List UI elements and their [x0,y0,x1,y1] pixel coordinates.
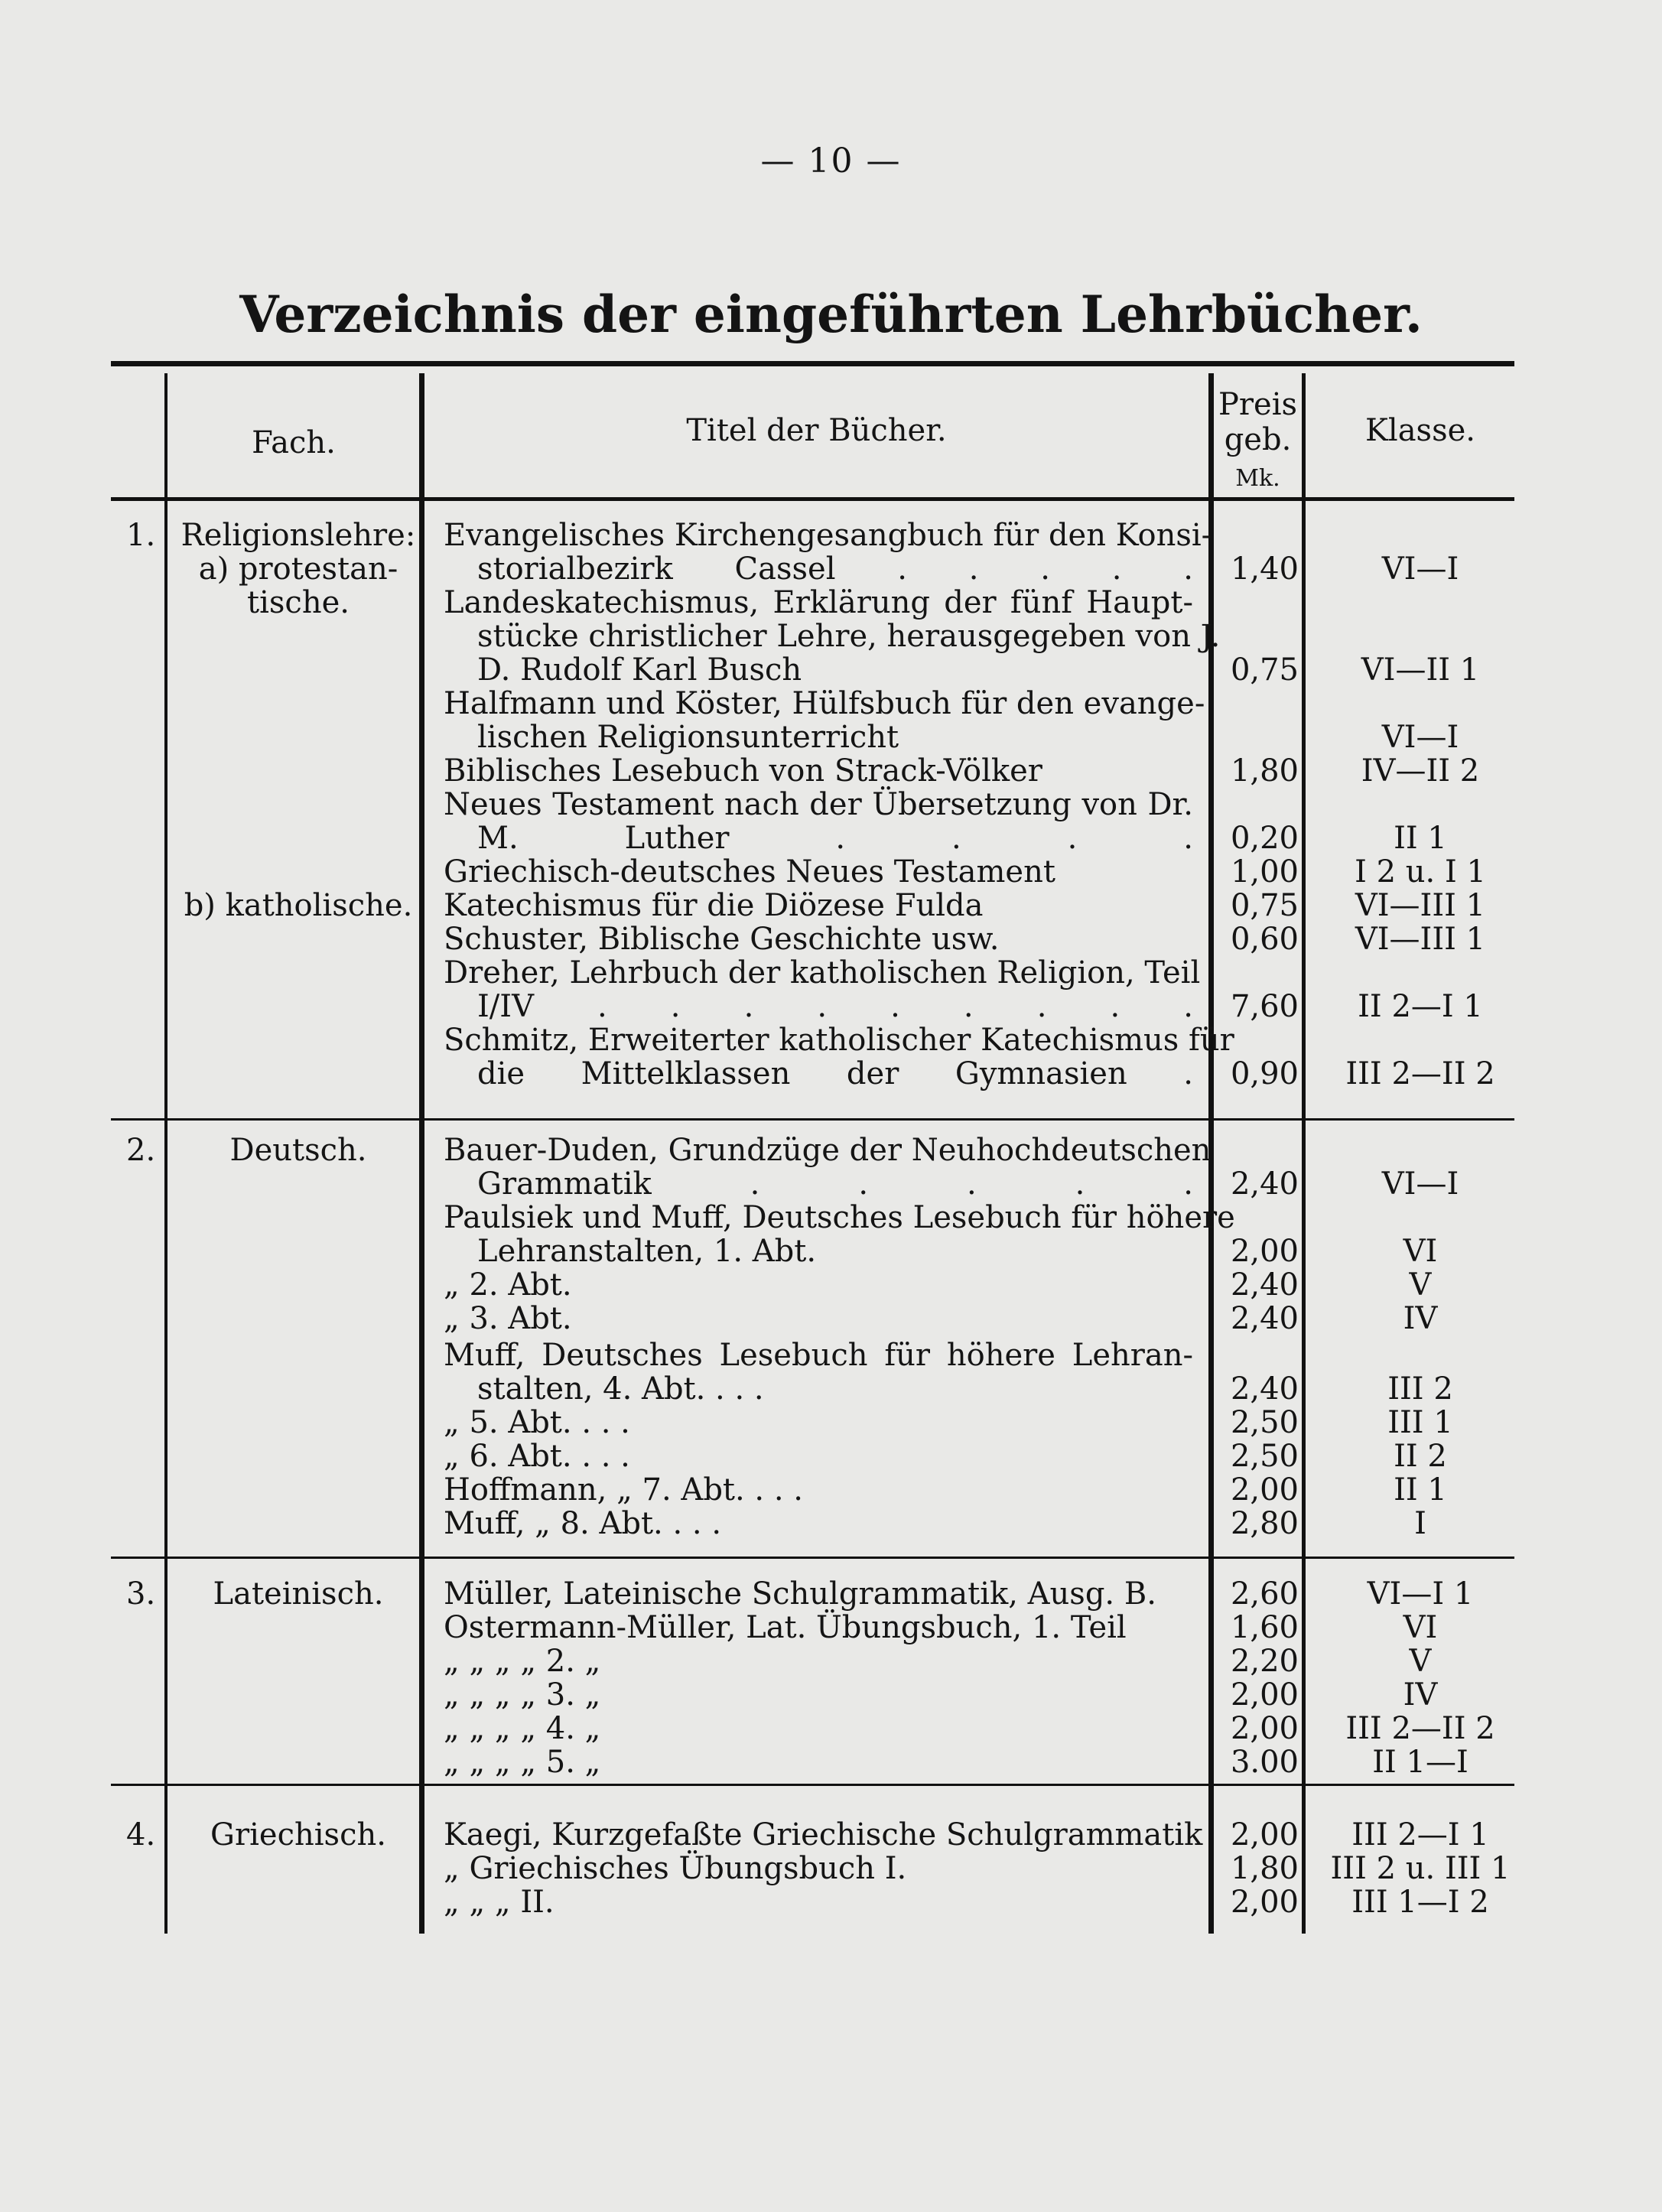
table-row [111,788,1514,821]
book-title-cell: Müller, Lateinische Schulgrammatik, Ausg. B. [444,1576,1156,1612]
price-cell: 2,40 [1230,1371,1299,1407]
price-cell: 1,60 [1230,1610,1299,1645]
klasse-cell: VI—III 1 [1355,922,1486,957]
header-mk: Mk. [1235,465,1280,492]
klasse-cell: I [1414,1506,1426,1541]
klasse-cell: VI—II 1 [1361,652,1480,688]
price-cell: 1,80 [1230,753,1299,789]
book-title-cell: „ 6. Abt. . . . [444,1439,630,1474]
table-row [111,821,1514,855]
book-title-cell: lischen Religionsunterricht [477,720,899,755]
price-cell: 2,00 [1230,1885,1299,1920]
price-cell: 2,20 [1230,1644,1299,1679]
table-row [111,1678,1514,1712]
price-cell: 2,50 [1230,1405,1299,1440]
klasse-cell: VI [1403,1610,1438,1645]
book-title-cell: Schuster, Biblische Geschichte usw. [444,922,1000,957]
klasse-cell: VI—I [1381,551,1459,587]
klasse-cell: VI—I [1381,720,1459,755]
klasse-cell: IV—II 2 [1361,753,1480,789]
klasse-cell: III 1—I 2 [1351,1885,1489,1920]
klasse-cell: III 2 [1387,1371,1453,1407]
table-row [111,1644,1514,1678]
page-number: — 10 — [760,142,902,181]
book-title-cell: Muff, Deutsches Lesebuch für höhere Lehran- [444,1338,1193,1373]
table-top-rule [111,361,1514,366]
book-title-cell: „ 2. Abt. [444,1267,572,1303]
table-row [111,956,1514,990]
header-klasse: Klasse. [1365,413,1475,448]
price-cell: 0,75 [1230,888,1299,923]
klasse-cell: VI [1403,1234,1438,1269]
subject-cell: Deutsch. [229,1133,367,1168]
book-title-cell: Kaegi, Kurzgefaßte Griechische Schulgrammatik [444,1817,1203,1853]
klasse-cell: III 2—II 2 [1345,1711,1495,1746]
book-title-cell: storialbezirk Cassel . . . . . [477,551,1193,587]
table-row [111,721,1514,754]
price-cell: 2,00 [1230,1711,1299,1746]
book-title-cell: Dreher, Lehrbuch der katholischen Religion, Teil [444,955,1201,991]
price-cell: 0,75 [1230,652,1299,688]
table-row [111,1577,1514,1611]
book-title-cell: „ 5. Abt. . . . [444,1405,630,1440]
klasse-cell: IV [1403,1301,1438,1336]
page-title: Verzeichnis der eingeführten Lehrbücher. [239,285,1423,344]
book-title-cell: Muff, „ 8. Abt. . . . [444,1506,722,1541]
table-row [111,754,1514,788]
table-row [111,1611,1514,1644]
price-cell: 3.00 [1230,1745,1299,1780]
klasse-cell: II 1 [1394,1472,1447,1508]
section-number: 4. [126,1817,156,1853]
price-cell: 2,40 [1230,1267,1299,1303]
table-row [111,552,1514,586]
book-title-cell: Biblisches Lesebuch von Strack-Völker [444,753,1042,789]
book-title-cell: Halfmann und Köster, Hülfsbuch für den evange- [444,686,1205,721]
book-title-cell: Katechismus für die Diözese Fulda [444,888,984,923]
klasse-cell: VI—I [1381,1166,1459,1202]
price-cell: 2,00 [1230,1234,1299,1269]
price-cell: 0,90 [1230,1056,1299,1091]
section-rule-latein [111,1557,1514,1559]
book-title-cell: Schmitz, Erweiterter katholischer Katechismus für [444,1023,1234,1058]
header-titel: Titel der Bücher. [686,413,947,448]
table-row [111,1507,1514,1540]
book-title-cell: Paulsiek und Muff, Deutsches Lesebuch für höhere [444,1200,1235,1235]
table-row [111,1201,1514,1234]
price-cell: 1,80 [1230,1851,1299,1886]
book-title-cell: Landeskatechismus, Erklärung der fünf Haupt- [444,585,1193,620]
price-cell: 7,60 [1230,989,1299,1024]
table-row [111,1818,1514,1852]
table-row [111,1023,1514,1057]
subject-cell: b) katholische. [184,888,413,923]
klasse-cell: III 2 u. III 1 [1330,1851,1511,1886]
section-number: 3. [126,1576,156,1612]
book-title-cell: Bauer-Duden, Grundzüge der Neuhochdeutschen [444,1133,1212,1168]
book-title-cell: stücke christlicher Lehre, herausgegeben von J. [477,619,1221,654]
price-cell: 2,50 [1230,1439,1299,1474]
klasse-cell: VI—III 1 [1355,888,1486,923]
klasse-cell: II 1 [1394,821,1447,856]
table-row [111,1268,1514,1302]
book-title-cell: die Mittelklassen der Gymnasien . [477,1056,1193,1091]
table-row [111,620,1514,653]
price-cell: 2,00 [1230,1677,1299,1713]
table-row [111,855,1514,889]
table-row [111,1057,1514,1091]
section-rule-deutsch [111,1118,1514,1121]
klasse-cell: I 2 u. I 1 [1355,854,1486,890]
book-title-cell: Ostermann-Müller, Lat. Übungsbuch, 1. Teil [444,1610,1127,1645]
book-title-cell: M. Luther . . . . [477,821,1193,856]
klasse-cell: II 1—I [1372,1745,1468,1780]
book-title-cell: „ „ „ „ 5. „ [444,1745,601,1780]
price-cell: 2,80 [1230,1506,1299,1541]
klasse-cell: V [1409,1644,1432,1679]
table-row [111,687,1514,721]
price-cell: 1,00 [1230,854,1299,890]
header-fach: Fach. [252,425,336,460]
price-cell: 2,40 [1230,1301,1299,1336]
price-cell: 2,40 [1230,1166,1299,1202]
table-row [111,519,1514,552]
book-title-cell: „ 3. Abt. [444,1301,572,1336]
table-row [111,1745,1514,1779]
price-cell: 0,20 [1230,821,1299,856]
table-row [111,1712,1514,1745]
book-title-cell: stalten, 4. Abt. . . . [477,1371,764,1407]
book-title-cell: Hoffmann, „ 7. Abt. . . . [444,1472,803,1508]
table-row [111,586,1514,620]
book-title-cell: „ „ „ „ 4. „ [444,1711,601,1746]
klasse-cell: VI—I 1 [1367,1576,1474,1612]
table-row [111,922,1514,956]
subject-cell: a) protestan- [198,551,398,587]
book-title-cell: D. Rudolf Karl Busch [477,652,802,688]
header-geb: geb. [1224,422,1292,457]
klasse-cell: II 2—I 1 [1358,989,1483,1024]
book-title-cell: „ „ „ II. [444,1885,555,1920]
klasse-cell: III 2—II 2 [1345,1056,1495,1091]
table-row [111,1134,1514,1167]
table-row [111,1852,1514,1885]
book-title-cell: I/IV . . . . . . . . . [477,989,1193,1024]
price-cell: 2,00 [1230,1472,1299,1508]
table-row [111,1302,1514,1335]
subject-cell: Religionslehre: [181,518,416,553]
header-preis: Preis [1218,387,1298,422]
book-title-cell: Evangelisches Kirchengesangbuch für den Konsi- [444,518,1212,553]
price-cell: 2,60 [1230,1576,1299,1612]
table-row [111,1439,1514,1473]
book-title-cell: Griechisch-deutsches Neues Testament [444,854,1055,890]
klasse-cell: III 1 [1387,1405,1453,1440]
table-row [111,1167,1514,1201]
table-row [111,1473,1514,1507]
table-row [111,990,1514,1023]
klasse-cell: IV [1403,1677,1438,1713]
price-cell: 1,40 [1230,551,1299,587]
table-row [111,1339,1514,1372]
table-row [111,889,1514,922]
klasse-cell: II 2 [1394,1439,1447,1474]
section-rule-griechisch [111,1784,1514,1786]
book-title-cell: „ „ „ „ 3. „ [444,1677,601,1713]
book-title-cell: Neues Testament nach der Übersetzung von Dr. [444,787,1193,822]
subject-cell: Lateinisch. [213,1576,384,1612]
table-row [111,1372,1514,1406]
klasse-cell: III 2—I 1 [1351,1817,1489,1853]
price-cell: 0,60 [1230,922,1299,957]
klasse-cell: V [1409,1267,1432,1303]
table-row [111,1234,1514,1268]
book-title-cell: Lehranstalten, 1. Abt. [477,1234,817,1269]
section-number: 1. [126,518,156,553]
subject-cell: tische. [247,585,350,620]
book-title-cell: „ Griechisches Übungsbuch I. [444,1851,907,1886]
table-row [111,1406,1514,1439]
book-title-cell: Grammatik . . . . . [477,1166,1193,1202]
table-row [111,653,1514,687]
section-number: 2. [126,1133,156,1168]
price-cell: 2,00 [1230,1817,1299,1853]
book-title-cell: „ „ „ „ 2. „ [444,1644,601,1679]
subject-cell: Griechisch. [210,1817,386,1853]
table-row [111,1885,1514,1919]
